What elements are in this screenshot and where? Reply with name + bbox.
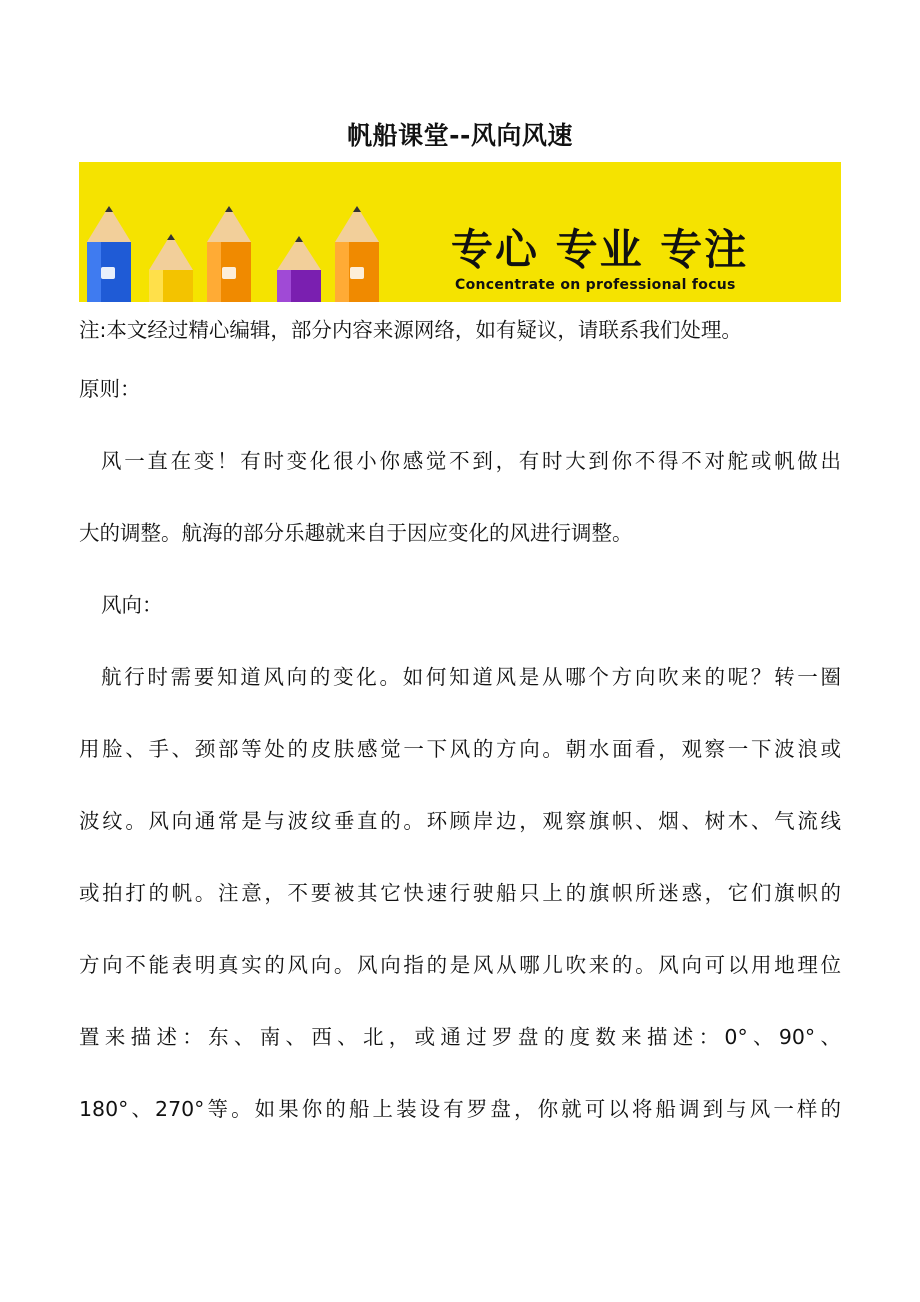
banner-subheading: Concentrate on professional focus	[455, 277, 736, 293]
paragraph-line: 风一直在变！有时变化很小你感觉不到，有时大到你不得不对舵或帆做出	[101, 449, 841, 473]
pencil-orange-2	[335, 206, 379, 302]
section-heading-wind-direction: 风向：	[101, 593, 163, 617]
pencil-blue	[87, 206, 131, 302]
paragraph-line: 航行时需要知道风向的变化。如何知道风是从哪个方向吹来的呢？转一圈	[101, 665, 841, 689]
pencil-orange	[207, 206, 251, 302]
banner-heading: 专心 专业 专注	[451, 225, 749, 274]
pencil-yellow	[149, 234, 193, 302]
paragraph-line: 用脸、手、颈部等处的皮肤感觉一下风的方向。朝水面看，观察一下波浪或	[79, 737, 841, 761]
note-line: 注:本文经过精心编辑，部分内容来源网络，如有疑议，请联系我们处理。	[79, 318, 742, 342]
paragraph-line: 大的调整。航海的部分乐趣就来自于因应变化的风进行调整。	[79, 521, 633, 545]
section-heading-principle: 原则：	[79, 377, 141, 401]
paragraph-line: 波纹。风向通常是与波纹垂直的。环顾岸边，观察旗帜、烟、树木、气流线	[79, 809, 841, 833]
paragraph-line: 180°、270°等。如果你的船上装设有罗盘，你就可以将船调到与风一样的	[79, 1097, 841, 1121]
paragraph-line: 方向不能表明真实的风向。风向指的是风从哪儿吹来的。风向可以用地理位	[79, 953, 841, 977]
paragraph-line: 置来描述：东、南、西、北，或通过罗盘的度数来描述：0°、90°、	[79, 1025, 841, 1049]
page-title: 帆船课堂--风向风速	[347, 121, 573, 150]
banner-image	[79, 162, 841, 302]
pencil-purple	[277, 236, 321, 302]
paragraph-line: 或拍打的帆。注意，不要被其它快速行驶船只上的旗帜所迷惑，它们旗帜的	[79, 881, 841, 905]
